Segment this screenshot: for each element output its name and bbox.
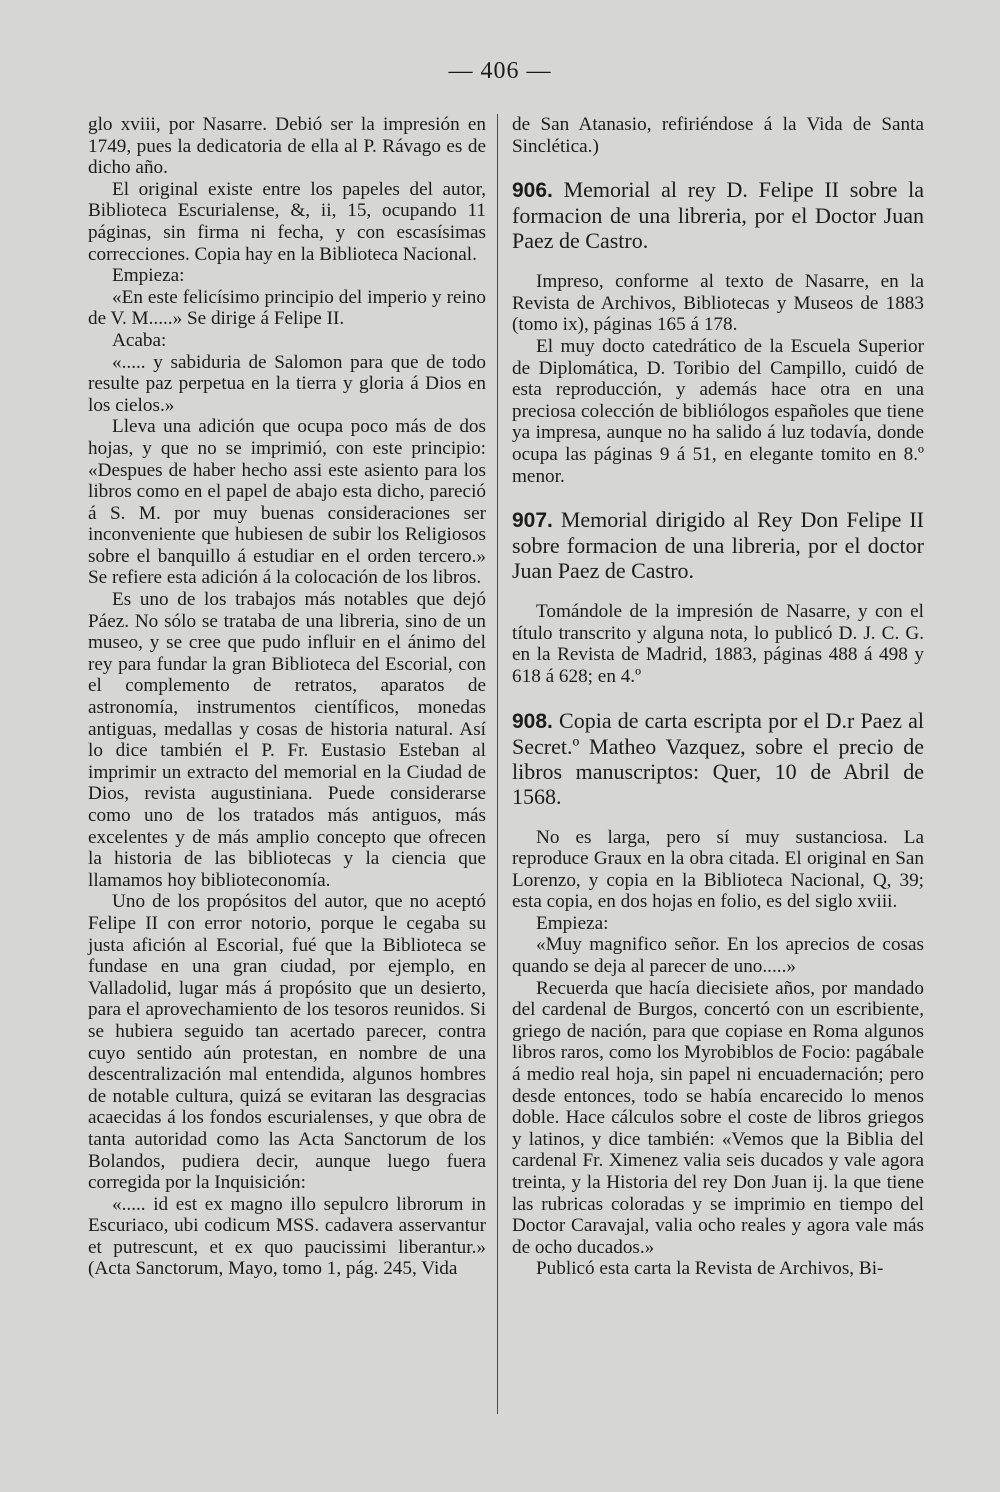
paragraph: El muy docto catedrático de la Escuela Superior de Diplomática, D. Toribio del Campillo, cuidó de esta reproducción, y además hace otra en una preciosa colección de bibliólogos españoles que tiene ya impresa, aunque no ha salido á luz todavía, donde ocupa las páginas 9 á 51, en elegante tomito en 8.º menor. <box>512 335 924 487</box>
entry-908 <box>512 708 924 1280</box>
paragraph: «Muy magnifico señor. En los aprecios de cosas quando se deja al parecer de uno.....» <box>512 934 924 978</box>
entry-heading <box>512 507 924 583</box>
page-number: — 406 — <box>448 58 552 84</box>
entry-number: 908. <box>512 709 553 733</box>
paragraph: Acaba: <box>112 329 167 351</box>
paragraph: No es larga, pero sí muy sustanciosa. La reproduce Graux en la obra citada. El original en San Lorenzo, y copia en la Biblioteca Nacional, Q, 39; esta copia, en dos hojas en folio, es del siglo xviii. <box>512 826 924 913</box>
entry-title: Copia de carta escripta por el D.r Paez al Secret.º Matheo Vazquez, sobre el precio de libros manuscriptos: Quer, 10 de Abril de 1568. <box>512 707 925 809</box>
column-divider <box>497 114 498 1414</box>
right-column <box>512 114 924 1280</box>
paragraph: Lleva una adición que ocupa poco más de dos hojas, y que no se imprimió, con este principio: «Despues de haber hecho assi este asiento para los libros como en el papel de abajo esta dicho, pareció á S. M. por muy buenas consideraciones ser inconveniente que hubiesen de subir los Religiosos sobre el banquillo á estudiar en el orden tercero.» Se refiere esta adición á la colocación de los libros. <box>88 416 486 589</box>
paragraph: El original existe entre los papeles del autor, Biblioteca Escurialense, &, ii, 15, ocupando 11 páginas, sin firma ni fecha, y con escasísimas correcciones. Copia hay en la Biblioteca Nacional. <box>88 178 486 265</box>
entry-906 <box>512 177 924 487</box>
entry-heading <box>512 708 924 809</box>
entry-title: Memorial al rey D. Felipe II sobre la formacion de una libreria, por el Doctor Juan Paez de Castro. <box>512 177 925 254</box>
paragraph: Impreso, conforme al texto de Nasarre, en la Revista de Archivos, Bibliotecas y Museos de 1883 (tomo ix), páginas 165 á 178. <box>512 271 924 336</box>
entry-heading <box>512 177 924 253</box>
paragraph: Empieza: <box>112 265 185 287</box>
paragraph: «..... y sabiduria de Salomon para que de todo resulte paz perpetua en la tierra y gloria á Dios en los cielos.» <box>88 351 486 416</box>
paragraph: de San Atanasio, refiriéndose á la Vida de Santa Sinclética.) <box>512 114 924 157</box>
paragraph: «..... id est ex magno illo sepulcro librorum in Escuriaco, ubi codicum MSS. cadavera asservantur et putrescunt, et ex quo paucissimi liberantur.» (Acta Sanctorum, Mayo, tomo 1, pág. 245, Vida <box>88 1193 486 1280</box>
entry-number: 907. <box>512 509 553 533</box>
paragraph: Uno de los propósitos del autor, que no aceptó Felipe II con error notorio, porque le cegaba su justa afición al Escorial, fué que la Biblioteca se fundase en una gran ciudad, por ejemplo, en Valladolid, lugar más á propósito que un desierto, para el aprovechamiento de los tesoros reunidos. Si se hubiera seguido tan acertado parecer, contra cuyo sentido aún protestan, en nombre de una descentralización mal entendida, algunos hombres de notable cultura, quizá se evitaran las desgracias acaecidas á los fondos escurialenses, y que obra de tanta autoridad como las Acta Sanctorum de los Bolandos, pudiera decir, aunque luego fuera corregida por la Inquisición: <box>88 891 486 1194</box>
entry-number: 906. <box>512 179 553 203</box>
paragraph: Tomándole de la impresión de Nasarre, y con el título transcrito y alguna nota, lo publicó D. J. C. G. en la Revista de Madrid, 1883, páginas 488 á 498 y 618 á 628; en 4.º <box>512 601 924 687</box>
paragraph: Empieza: <box>536 912 609 934</box>
paragraph: Recuerda que hacía diecisiete años, por mandado del cardenal de Burgos, concertó con un escribiente, griego de nación, para que copiase en Roma algunos libros raros, como los Myrobiblos de Focio: pagábale á medio real hoja, sin papel ni encuadernación; pero desde entonces, todo se había encarecido lo menos doble. Hace cálculos sobre el coste de libros griegos y latinos, y dice también: «Vemos que la Biblia del cardenal Fr. Ximenez valia seis ducados y vale agora treinta, y la Historia del rey Don Juan ij. la que tiene las rubricas coloradas y se imprimio en tiempo del Doctor Caravajal, valia ocho reales y agora vale más de ocho ducados.» <box>512 977 924 1258</box>
paragraph: Es uno de los trabajos más notables que dejó Páez. No sólo se trataba de una libreria, sino de un museo, y se cree que pudo influir en el ánimo del rey para fundar la gran Biblioteca del Escorial, con el complemento de retratos, aparatos de astronomía, instrumentos científicos, monedas antiguas, medallas y cosas de historia natural. Así lo dice también el P. Fr. Eustasio Esteban al imprimir un extracto del memorial en la Ciudad de Dios, revista augustiniana. Puede considerarse como uno de los tratados más antiguos, más excelentes y de más amplio concepto que ofrecen la historia de las bibliotecas y la ciencia que llamamos hoy biblioteconomía. <box>88 589 486 891</box>
paragraph: «En este felicísimo principio del imperio y reino de V. M.....» Se dirige á Felipe II. <box>88 286 486 330</box>
paragraph: Publicó esta carta la Revista de Archivos, Bi- <box>536 1258 884 1280</box>
entry-title: Memorial dirigido al Rey Don Felipe II sobre formacion de una libreria, por el doctor Juan Paez de Castro. <box>512 507 925 584</box>
entry-907 <box>512 507 924 687</box>
paragraph: glo xviii, por Nasarre. Debió ser la impresión en 1749, pues la dedicatoria de ella al P. Rávago es de dicho año. <box>88 114 486 179</box>
left-column <box>88 114 486 1280</box>
